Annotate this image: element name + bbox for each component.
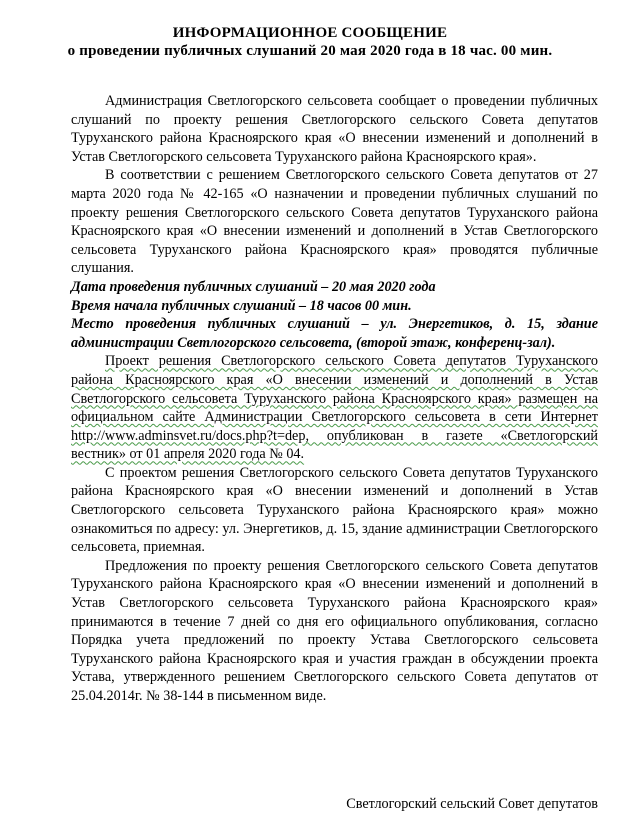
document-title: ИНФОРМАЦИОННОЕ СООБЩЕНИЕ (172, 25, 448, 41)
hearing-time: Время начала публичных слушаний – 18 часов 00 мин. (71, 297, 412, 314)
document-subtitle: о проведении публичных слушаний 20 мая 2020 года в 18 час. 00 мин. (67, 43, 553, 59)
paragraph-review-location: С проектом решения Светлогорского сельского Совета депутатов Туруханского района Красноярского края «О внесении изменений и дополнений в Устав Светлогорского сельсовета Туруханского района Красноярского края» можно ознакомиться по адресу: ул. Энергетиков, д. 15, здание администрации Светлогорского сельсовета, приемная. (71, 464, 598, 556)
signature: Светлогорский сельский Совет депутатов (346, 796, 598, 812)
document-body (71, 92, 598, 706)
paragraph-decision-reference: В соответствии с решением Светлогорского сельского Совета депутатов от 27 марта 2020 года № 42-165 «О назначении и проведении публичных слушаний по проекту решения Светлогорского сельского Совета депутатов Туруханского района Красноярского края «О внесении изменений и дополнений в Устав Светлогорского сельсовета Туруханского района Красноярского края» проводятся публичные слушания. (71, 167, 598, 277)
paragraph-proposals: Предложения по проекту решения Светлогорского сельского Совета депутатов Туруханского района Красноярского края «О внесении изменений и дополнений в Устав Светлогорского сельсовета Туруханского района Красноярского края» принимаются в течение 7 дней со дня его официального опубликования, согласно Порядка учета предложений по проекту Устава Светлогорского сельсовета Туруханского района Красноярского края и участия граждан в обсуждении проекта Устава, утвержденного решением Светлогорского сельского Совета депутатов от 25.04.2014г. № 38-144 в письменном виде. (71, 557, 598, 704)
hearing-date: Дата проведения публичных слушаний – 20 мая 2020 года (71, 278, 436, 295)
paragraph-publication: Проект решения Светлогорского сельского Совета депутатов Туруханского района Красноярского края «О внесении изменений и дополнений в Устав Светлогорского сельсовета Туруханского района Красноярского края» размещен на официальном сайте Администрации Светлогорского сельсовета в сети Интернет http://www.adminsvet.ru/docs.php?t=dep, опубликован в газете «Светлогорский вестник» от 01 апреля 2020 года № 04. (71, 353, 598, 463)
hearing-place: Место проведения публичных слушаний – ул. Энергетиков, д. 15, здание администрации Светлогорского сельсовета, (второй этаж, конференц-зал). (71, 316, 598, 351)
paragraph-announcement: Администрация Светлогорского сельсовета сообщает о проведении публичных слушаний по проекту решения Светлогорского сельского Совета депутатов Туруханского района Красноярского края «О внесении изменений и дополнений в Устав Светлогорского сельсовета Туруханского района Красноярского края». (71, 93, 598, 165)
